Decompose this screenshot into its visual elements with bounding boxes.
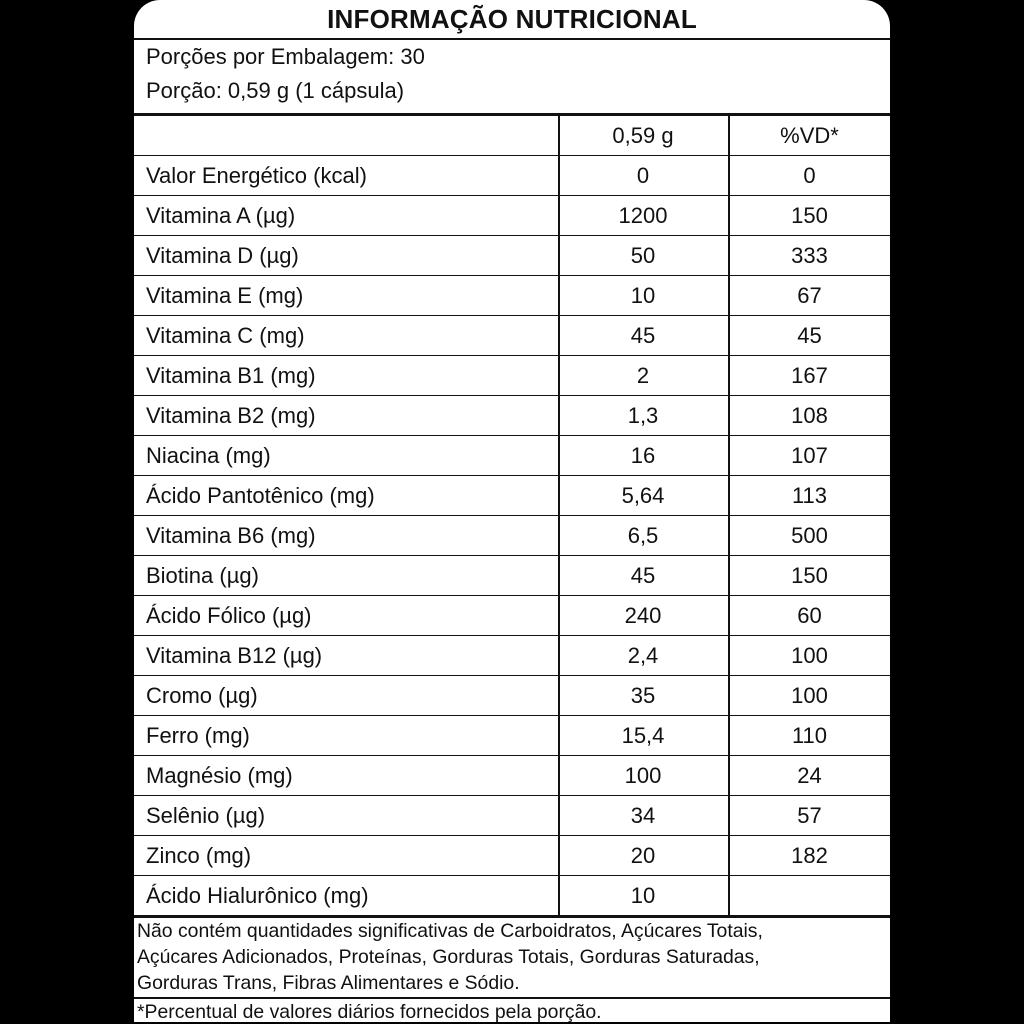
nutrient-amount: 50 [630, 243, 656, 268]
nutrient-daily-value: 60 [797, 603, 822, 628]
nutrient-name: Vitamina C (mg) [146, 323, 305, 348]
nutrient-amount: 2 [636, 363, 650, 388]
servings-per-package: Porções por Embalagem: 30 [146, 44, 425, 69]
table-header-row [134, 116, 890, 156]
nutrient-name: Ácido Hialurônico (mg) [146, 883, 369, 908]
table-row [134, 316, 890, 356]
nutrient-name: Magnésio (mg) [146, 763, 293, 788]
table-row [134, 676, 890, 716]
footnote-line: Não contém quantidades significativas de Carboidratos, Açúcares Totais, [137, 920, 763, 942]
nutrient-name: Vitamina B6 (mg) [146, 523, 316, 548]
nutrient-daily-value: 67 [797, 283, 822, 308]
nutrient-amount: 15,4 [621, 723, 665, 748]
table-row [134, 876, 890, 916]
table-row [134, 436, 890, 476]
nutrient-name: Vitamina B2 (mg) [146, 403, 316, 428]
table-row [134, 476, 890, 516]
header-amount: 0,59 g [612, 123, 674, 148]
nutrient-amount: 100 [624, 763, 662, 788]
nutrient-amount: 45 [630, 323, 656, 348]
nutrient-daily-value: 150 [791, 563, 828, 588]
nutrient-daily-value: 108 [791, 403, 828, 428]
nutrient-name: Ferro (mg) [146, 723, 250, 748]
table-row [134, 516, 890, 556]
nutrient-daily-value: 333 [791, 243, 828, 268]
nutrient-daily-value: 0 [803, 163, 816, 188]
nutrient-amount: 10 [630, 283, 656, 308]
table-row [134, 836, 890, 876]
daily-value-note: *Percentual de valores diários fornecidos pela porção. [137, 1001, 602, 1022]
nutrient-amount: 5,64 [621, 483, 665, 508]
nutrient-daily-value: 24 [797, 763, 822, 788]
table-row [134, 156, 890, 196]
nutrient-amount: 240 [624, 603, 662, 628]
table-row [134, 196, 890, 236]
table-row [134, 796, 890, 836]
nutrient-table [134, 116, 890, 916]
nutrient-amount: 45 [630, 563, 656, 588]
nutrient-name: Niacina (mg) [146, 443, 271, 468]
header-daily-value: %VD* [780, 123, 839, 148]
nutrient-daily-value: 100 [791, 683, 828, 708]
nutrient-daily-value: 182 [791, 843, 828, 868]
table-row [134, 636, 890, 676]
nutrient-name: Vitamina B1 (mg) [146, 363, 316, 388]
table-row [134, 716, 890, 756]
table-row [134, 236, 890, 276]
nutrient-daily-value: 45 [797, 323, 822, 348]
nutrient-name: Vitamina E (mg) [146, 283, 304, 308]
label-title: INFORMAÇÃO NUTRICIONAL [327, 4, 697, 34]
title-divider [134, 38, 890, 40]
nutrient-amount: 34 [630, 803, 656, 828]
nutrient-amount: 1,3 [627, 403, 659, 428]
column-divider-dv [728, 116, 730, 916]
serving-size: Porção: 0,59 g (1 cápsula) [146, 78, 405, 103]
nutrient-amount: 20 [630, 843, 656, 868]
nutrient-daily-value [729, 876, 890, 916]
nutrient-amount: 2,4 [627, 643, 659, 668]
footnote-line: Açúcares Adicionados, Proteínas, Gorduras Totais, Gorduras Saturadas, [137, 946, 760, 968]
nutrient-name: Vitamina D (µg) [146, 243, 299, 268]
table-row [134, 596, 890, 636]
table-row [134, 756, 890, 796]
column-divider-amount [558, 116, 560, 916]
nutrient-amount: 35 [630, 683, 656, 708]
nutrient-daily-value: 167 [791, 363, 828, 388]
nutrient-name: Vitamina B12 (µg) [146, 643, 323, 668]
nutrient-daily-value: 110 [791, 723, 828, 748]
nutrient-daily-value: 500 [791, 523, 828, 548]
nutrient-name: Ácido Fólico (µg) [146, 603, 312, 628]
table-row [134, 396, 890, 436]
table-row [134, 276, 890, 316]
nutrient-daily-value: 150 [791, 203, 828, 228]
nutrient-name: Ácido Pantotênico (mg) [146, 483, 375, 508]
nutrient-name: Zinco (mg) [146, 843, 252, 868]
nutrient-name: Selênio (µg) [146, 803, 266, 828]
nutrient-rows [134, 156, 890, 916]
footnote-line: Gorduras Trans, Fibras Alimentares e Sódio. [137, 972, 520, 994]
table-row [134, 356, 890, 396]
nutrient-daily-value: 113 [791, 483, 828, 508]
nutrient-name: Vitamina A (µg) [146, 203, 296, 228]
nutrient-amount: 16 [630, 443, 656, 468]
nutrient-amount: 1200 [618, 203, 668, 228]
nutrient-name: Biotina (µg) [146, 563, 259, 588]
nutrient-amount: 6,5 [627, 523, 659, 548]
nutrient-amount: 0 [636, 163, 650, 188]
nutrition-facts-label [134, 0, 890, 1022]
table-row [134, 556, 890, 596]
nutrient-daily-value: 100 [791, 643, 828, 668]
nutrient-name: Cromo (µg) [146, 683, 258, 708]
nutrient-daily-value: 107 [791, 443, 828, 468]
nutrient-amount: 10 [630, 883, 656, 908]
nutrient-name: Valor Energético (kcal) [146, 163, 367, 188]
nutrient-daily-value: 57 [797, 803, 822, 828]
